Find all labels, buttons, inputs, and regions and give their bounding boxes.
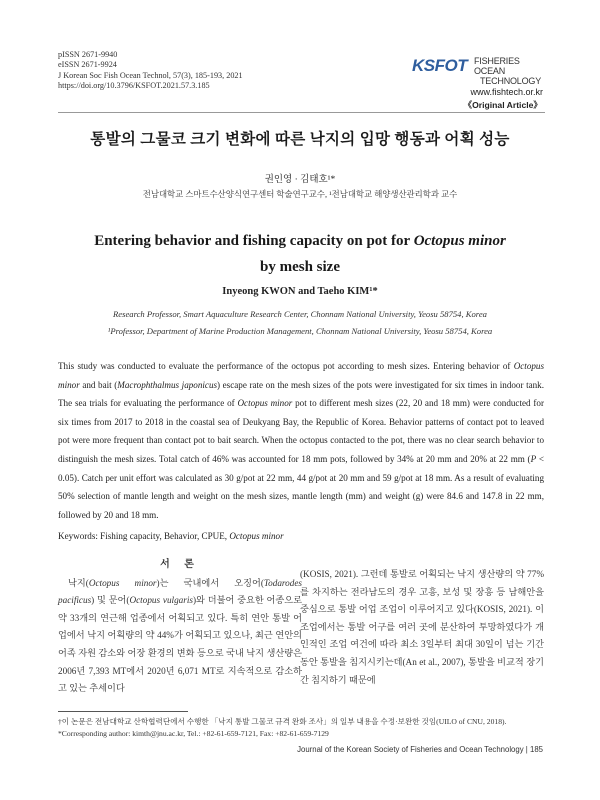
- intro-species: Octopus vulgaris: [129, 595, 193, 606]
- funding-footnote: †이 논문은 전남대학교 산학협력단에서 수행한 「낙지 통발 그물코 규격 완화 조사」의 일부 내용을 수정·보완한 것임(UILO of CNU, 2018).: [58, 717, 507, 726]
- english-authors: Inyeong KWON and Taeho KIM¹*: [222, 286, 378, 297]
- intro-right-column: [300, 566, 544, 689]
- logo-mark: KSFOT: [412, 56, 468, 75]
- logo-line-1: FISHERIES OCEAN: [474, 56, 520, 76]
- pissn: pISSN 2671-9940: [58, 50, 118, 59]
- english-title-line-1: [0, 228, 600, 254]
- intro-species: Octopus minor: [88, 577, 157, 588]
- english-affiliation-1: Research Professor, Smart Aquaculture Research Center, Chonnam National University, Yeosu 58754, Korea: [113, 309, 487, 319]
- abstract-text: and bait (: [79, 379, 118, 390]
- header-divider: [58, 112, 545, 113]
- english-affiliation-2: ¹Professor, Department of Marine Production Management, Chonnam National University, Yeosu 58754, Korea: [107, 326, 493, 336]
- abstract: [58, 357, 544, 524]
- abstract-species: Octopus minor: [237, 398, 293, 409]
- intro-left-paragraph: [58, 575, 302, 698]
- keywords-species: Octopus minor: [229, 531, 284, 541]
- corresponding-author-footnote: *Corresponding author: kimth@jnu.ac.kr, Tel.: +82-61-659-7121, Fax: +82-61-659-7129: [58, 729, 329, 738]
- english-title-species: Octopus minor: [413, 233, 506, 249]
- english-title-line-2: by mesh size: [260, 259, 340, 275]
- doi-link[interactable]: https://doi.org/10.3796/KSFOT.2021.57.3.185: [58, 81, 210, 91]
- journal-logo: [412, 53, 547, 86]
- english-title-text: Entering behavior and fishing capacity on pot for: [94, 233, 414, 249]
- abstract-text: ) escape rate on the mesh sizes of the pots were investigated for six times in indoor tank. The sea trials for evaluating the performance of: [58, 379, 544, 409]
- logo-line-2: TECHNOLOGY: [480, 76, 542, 86]
- citation: J Korean Soc Fish Ocean Technol, 57(3), 185-193, 2021: [58, 70, 243, 80]
- footnote-divider: [58, 711, 188, 712]
- abstract-species: Octopus minor: [58, 361, 544, 390]
- abstract-p-value: P: [530, 453, 537, 464]
- korean-title: 통발의 그물코 크기 변화에 따른 낙지의 입망 행동과 어획 성능: [90, 131, 510, 148]
- english-title: [0, 228, 600, 280]
- intro-text: ) 및 문어(: [91, 595, 130, 606]
- abstract-text: This study was conducted to evaluate the performance of the octopus pot according to mesh sizes. Entering behavior of: [58, 361, 514, 371]
- abstract-text: pot to different mesh sizes (22, 20 and 18 mm) were conducted for six times from 2017 to 2018 in the coastal sea of Deukyang Bay, the Republic of Korea. Behavior patterns of contact pot to leaved pot were more frequent than contact pot to bait search. When the octopus contacted to the pot, there was no clear search behavior to distinguish the mesh sizes. Total catch of 46% was accounted for 18 mm pots, followed by 34% at 20 mm and 20% at 22 mm (: [58, 398, 544, 464]
- abstract-species: Macrophthalmus japonicus: [117, 379, 218, 390]
- logo-name: [474, 56, 547, 86]
- intro-right-paragraph: (KOSIS, 2021). 그런데 통발로 어획되는 낙지 생산량의 약 77%를 차지하는 전라남도의 경우 고흥, 보성 및 장흥 등 남해안을 중심으로 통발 어업 조업이 이루어지고 있다(KOSIS, 2021). 이 조업에서는 통발 어구를 여러 곳에 분산하여 투망하였다가 개인적인 조업 여건에 따라 최소 3일부터 최대 30일이 넘는 기간 동안 통발을 침지시키는데(An et al., 2007), 통발을 비교적 장기간 침지하기 때문에: [300, 569, 544, 685]
- intro-species: Todarodes pacificus: [58, 577, 302, 606]
- korean-affiliations: 전남대학교 스마트수산양식연구센터 학술연구교수, ¹전남대학교 해양생산관리학과 교수: [142, 190, 458, 199]
- article-type: 《Original Article》: [463, 100, 542, 110]
- eissn: eISSN 2671-9924: [58, 60, 117, 70]
- keywords: [58, 531, 284, 541]
- page-footer: Journal of the Korean Society of Fisheries and Ocean Technology | 185: [297, 745, 543, 754]
- journal-website-link[interactable]: www.fishtech.or.kr: [470, 87, 543, 97]
- intro-text: )와 더불어 중요한 어종으로 약 33개의 연근해 업종에서 어획되고 있다. 특히 연안 통발 어업에서 낙지 어획량의 약 44%가 어획되고 있으나, 최근 연안의 어족 자원 감소와 어장 환경의 변화 등으로 국내 낙지 생산량은 2006년 7,393 MT에서 2020년 6,071 MT로 지속적으로 감소하고 있는 추세이다: [58, 595, 302, 694]
- abstract-text: < 0.05). Catch per unit effort was calculated as 30 g/pot at 22 mm, 44 g/pot at 20 mm and 59 g/pot at 18 mm. As a result of evaluating 50% selection of mantle length and weight on the mesh sizes, mantle length (mm) and weight (g) were 84.6 and 147.8 in 22 mm, followed by 20 and 18 mm.: [58, 453, 544, 520]
- publication-info: [58, 50, 243, 92]
- keywords-text: Keywords: Fishing capacity, Behavior, CPUE,: [58, 531, 230, 541]
- intro-text: )는 국내에서 오징어(: [156, 577, 264, 588]
- intro-text: 낙지(: [68, 577, 89, 588]
- intro-left-column: [58, 556, 302, 698]
- korean-authors: 권인영 · 김태호¹*: [264, 175, 336, 185]
- section-heading-introduction: 서 론: [160, 559, 200, 570]
